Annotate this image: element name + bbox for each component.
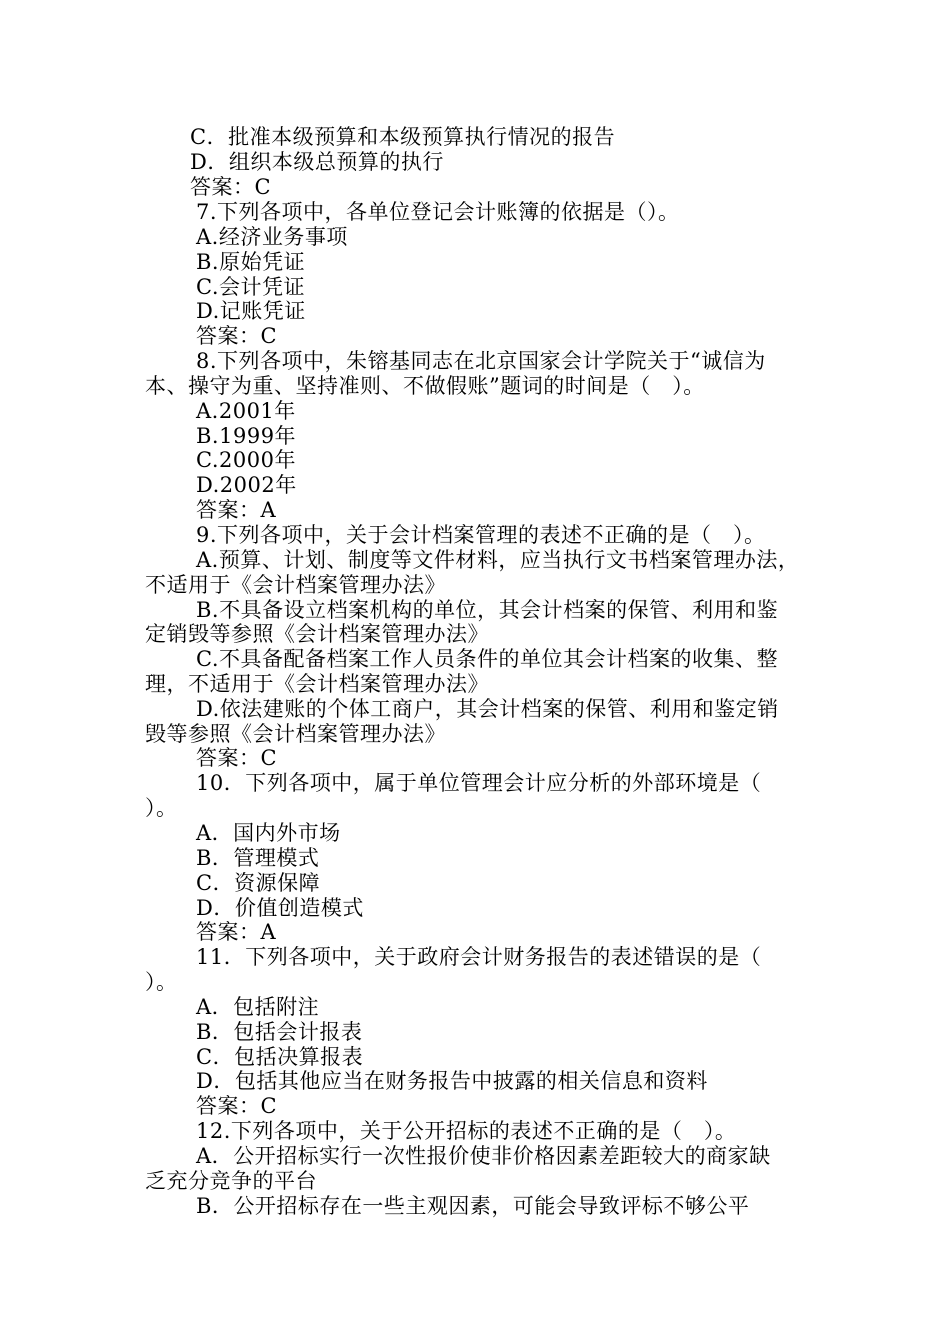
- text-line: 答案：C: [190, 175, 272, 199]
- text-line: D．包括其他应当在财务报告中披露的相关信息和资料: [196, 1069, 708, 1093]
- text-line: B．包括会计报表: [196, 1020, 363, 1044]
- text-line: 10．下列各项中，属于单位管理会计应分析的外部环境是（: [196, 771, 762, 795]
- text-line: C.不具备配备档案工作人员条件的单位其会计档案的收集、整: [196, 647, 778, 671]
- text-line: D．组织本级总预算的执行: [190, 150, 444, 174]
- text-line: A.预算、计划、制度等文件材料，应当执行文书档案管理办法，: [196, 548, 800, 572]
- text-line: A.经济业务事项: [196, 225, 348, 249]
- text-line: 本、操守为重、坚持准则、不做假账”题词的时间是（ ）。: [145, 374, 705, 398]
- text-line: 答案：C: [196, 1094, 278, 1118]
- text-line: 不适用于《会计档案管理办法》: [145, 573, 446, 597]
- text-line: B．管理模式: [196, 846, 320, 870]
- text-line: C．资源保障: [196, 871, 321, 895]
- text-line: D.2002年: [196, 473, 297, 497]
- text-line: 7.下列各项中，各单位登记会计账簿的依据是（）。: [196, 200, 680, 224]
- text-line: D.依法建账的个体工商户，其会计档案的保管、利用和鉴定销: [196, 697, 779, 721]
- text-line: ）。: [145, 970, 178, 994]
- text-line: C．批准本级预算和本级预算执行情况的报告: [190, 125, 616, 149]
- text-line: A．公开招标实行一次性报价使非价格因素差距较大的商家缺: [196, 1144, 771, 1168]
- text-line: B.原始凭证: [196, 250, 306, 274]
- text-line: A.2001年: [196, 399, 296, 423]
- text-line: B．公开招标存在一些主观因素，可能会导致评标不够公平: [196, 1194, 750, 1218]
- text-line: 答案：C: [196, 324, 278, 348]
- text-line: ）。: [145, 796, 178, 820]
- text-line: 9.下列各项中，关于会计档案管理的表述不正确的是（ ）。: [196, 523, 766, 547]
- text-line: 8.下列各项中，朱镕基同志在北京国家会计学院关于“诚信为: [196, 349, 766, 373]
- text-line: C.2000年: [196, 448, 296, 472]
- text-line: 11．下列各项中，关于政府会计财务报告的表述错误的是（: [196, 945, 762, 969]
- text-line: D．价值创造模式: [196, 896, 364, 920]
- text-line: 毁等参照《会计档案管理办法》: [145, 722, 446, 746]
- text-line: B.1999年: [196, 424, 297, 448]
- text-line: A．国内外市场: [196, 821, 341, 845]
- text-line: C．包括决算报表: [196, 1045, 364, 1069]
- text-line: 答案：C: [196, 746, 278, 770]
- text-line: 12.下列各项中，关于公开招标的表述不正确的是（ ）。: [196, 1119, 737, 1143]
- text-line: C.会计凭证: [196, 275, 305, 299]
- text-line: A．包括附注: [196, 995, 320, 1019]
- text-line: 理，不适用于《会计档案管理办法》: [145, 672, 489, 696]
- text-line: D.记账凭证: [196, 299, 306, 323]
- text-line: 答案：A: [196, 498, 277, 522]
- text-line: 答案：A: [196, 920, 277, 944]
- text-line: B.不具备设立档案机构的单位，其会计档案的保管、利用和鉴: [196, 598, 779, 622]
- text-line: 定销毁等参照《会计档案管理办法》: [145, 622, 489, 646]
- text-line: 乏充分竞争的平台: [145, 1169, 317, 1193]
